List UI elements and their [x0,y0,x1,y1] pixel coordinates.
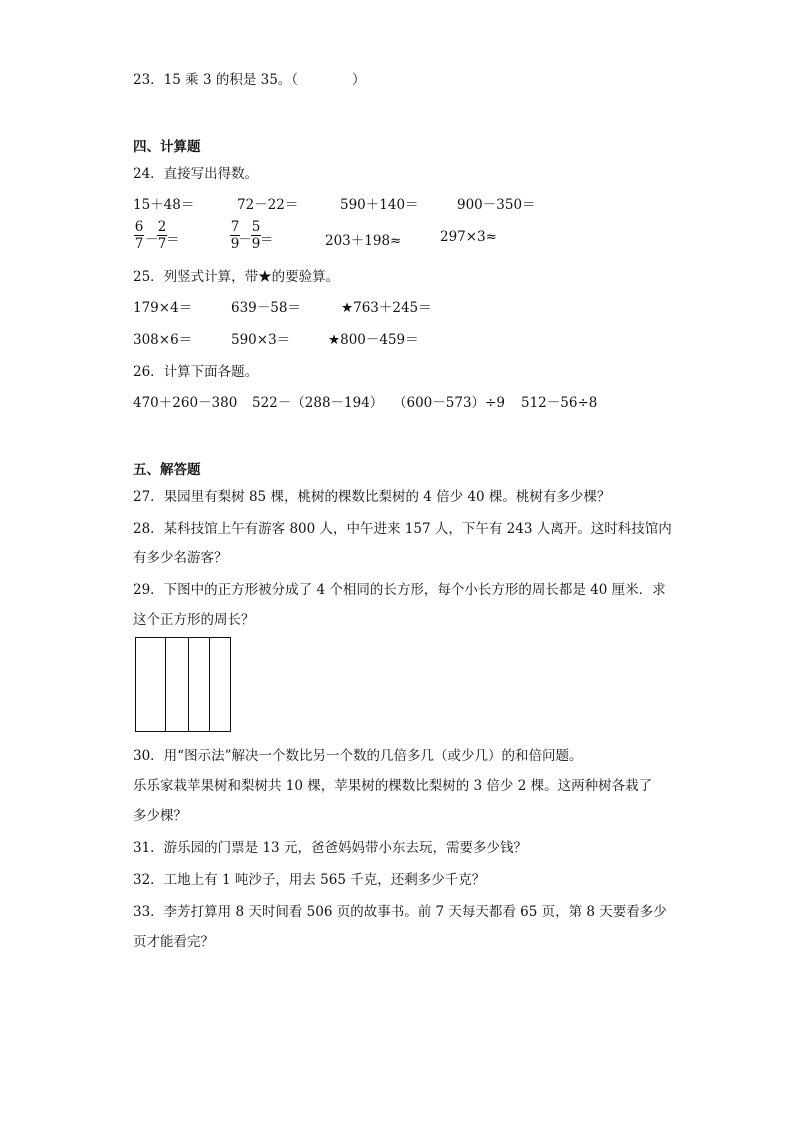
q24-item-3: 590＋140＝ [340,197,419,213]
question-29-line-2: 这个正方形的周长？ [133,612,255,628]
question-27: 27．果园里有梨树 85 棵，桃树的棵数比梨树的 4 倍少 40 棵。桃树有多少棵？ [133,489,611,505]
numerator: 7 [230,219,240,235]
question-32: 32．工地上有 1 吨沙子，用去 565 千克，还剩多少千克？ [133,872,486,888]
divider-line [165,638,166,731]
q24-item-2: 72－22＝ [237,197,299,213]
q25-item-1: 179×4＝ [133,300,193,316]
question-26-title: 26．计算下面各题。 [133,364,259,380]
question-28-line-2: 有多少名游客？ [133,550,228,566]
q24-item-8: 297×3≈ [440,229,497,245]
question-25-title: 25．列竖式计算，带★的要验算。 [133,269,340,285]
minus-sign: － [238,232,252,248]
question-30-line-2: 乐乐家栽苹果树和梨树共 10 棵，苹果树的棵数比梨树的 3 倍少 2 棵。这两种树各栽了 [133,778,653,794]
q26-item-2: 522－（288－194） [252,395,384,411]
question-24-title: 24．直接写出得数。 [133,166,259,182]
section-heading-calculation: 四、计算题 [133,139,201,155]
equals-sign: ＝ [260,232,274,248]
divider-line [188,638,189,731]
question-28-line-1: 28．某科技馆上午有游客 800 人，中午进来 157 人，下午有 243 人离开。这时科技馆内 [133,521,672,537]
q25-item-2: 639－58＝ [231,300,301,316]
numerator: 2 [157,219,167,235]
question-31: 31．游乐园的门票是 13 元，爸爸妈妈带小东去玩，需要多少钱？ [133,840,527,856]
q24-item-1: 15＋48＝ [133,197,195,213]
q24-item-7: 203＋198≈ [325,233,402,249]
denominator: 9 [230,236,240,252]
denominator: 7 [157,236,167,252]
numerator: 5 [251,219,261,235]
q26-item-3: （600－573）÷9 [393,395,505,411]
fraction-6-7 [134,220,144,251]
q25-item-4: 308×6＝ [133,332,193,348]
minus-sign: － [145,232,159,248]
divider-line [209,638,210,731]
q25-item-5: 590×3＝ [231,332,291,348]
denominator: 9 [251,236,261,252]
q26-item-1: 470＋260－380 [133,395,238,411]
question-30-line-3: 多少棵？ [133,808,187,824]
equals-sign: ＝ [166,232,180,248]
denominator: 7 [134,236,144,252]
q24-item-4: 900－350＝ [457,197,536,213]
question-33-line-2: 页才能看完？ [133,934,214,950]
question-30-line-1: 30．用“图示法”解决一个数比另一个数的几倍多几（或少几）的和倍问题。 [133,748,583,764]
q26-item-4: 512－56÷8 [521,395,598,411]
q25-item-3: ★763＋245＝ [341,300,432,316]
section-heading-word-problems: 五、解答题 [133,462,201,478]
q25-item-6: ★800－459＝ [328,332,419,348]
question-33-line-1: 33．李芳打算用 8 天时间看 506 页的故事书。前 7 天每天都看 65 页，第 8 天要看多少 [133,904,667,920]
question-29-line-1: 29．下图中的正方形被分成了 4 个相同的长方形，每个小长方形的周长都是 40 厘米．求 [133,582,666,598]
question-23: 23．15 乘 3 的积是 35。（ ） [133,72,366,88]
square-figure [135,637,231,732]
numerator: 6 [134,219,144,235]
